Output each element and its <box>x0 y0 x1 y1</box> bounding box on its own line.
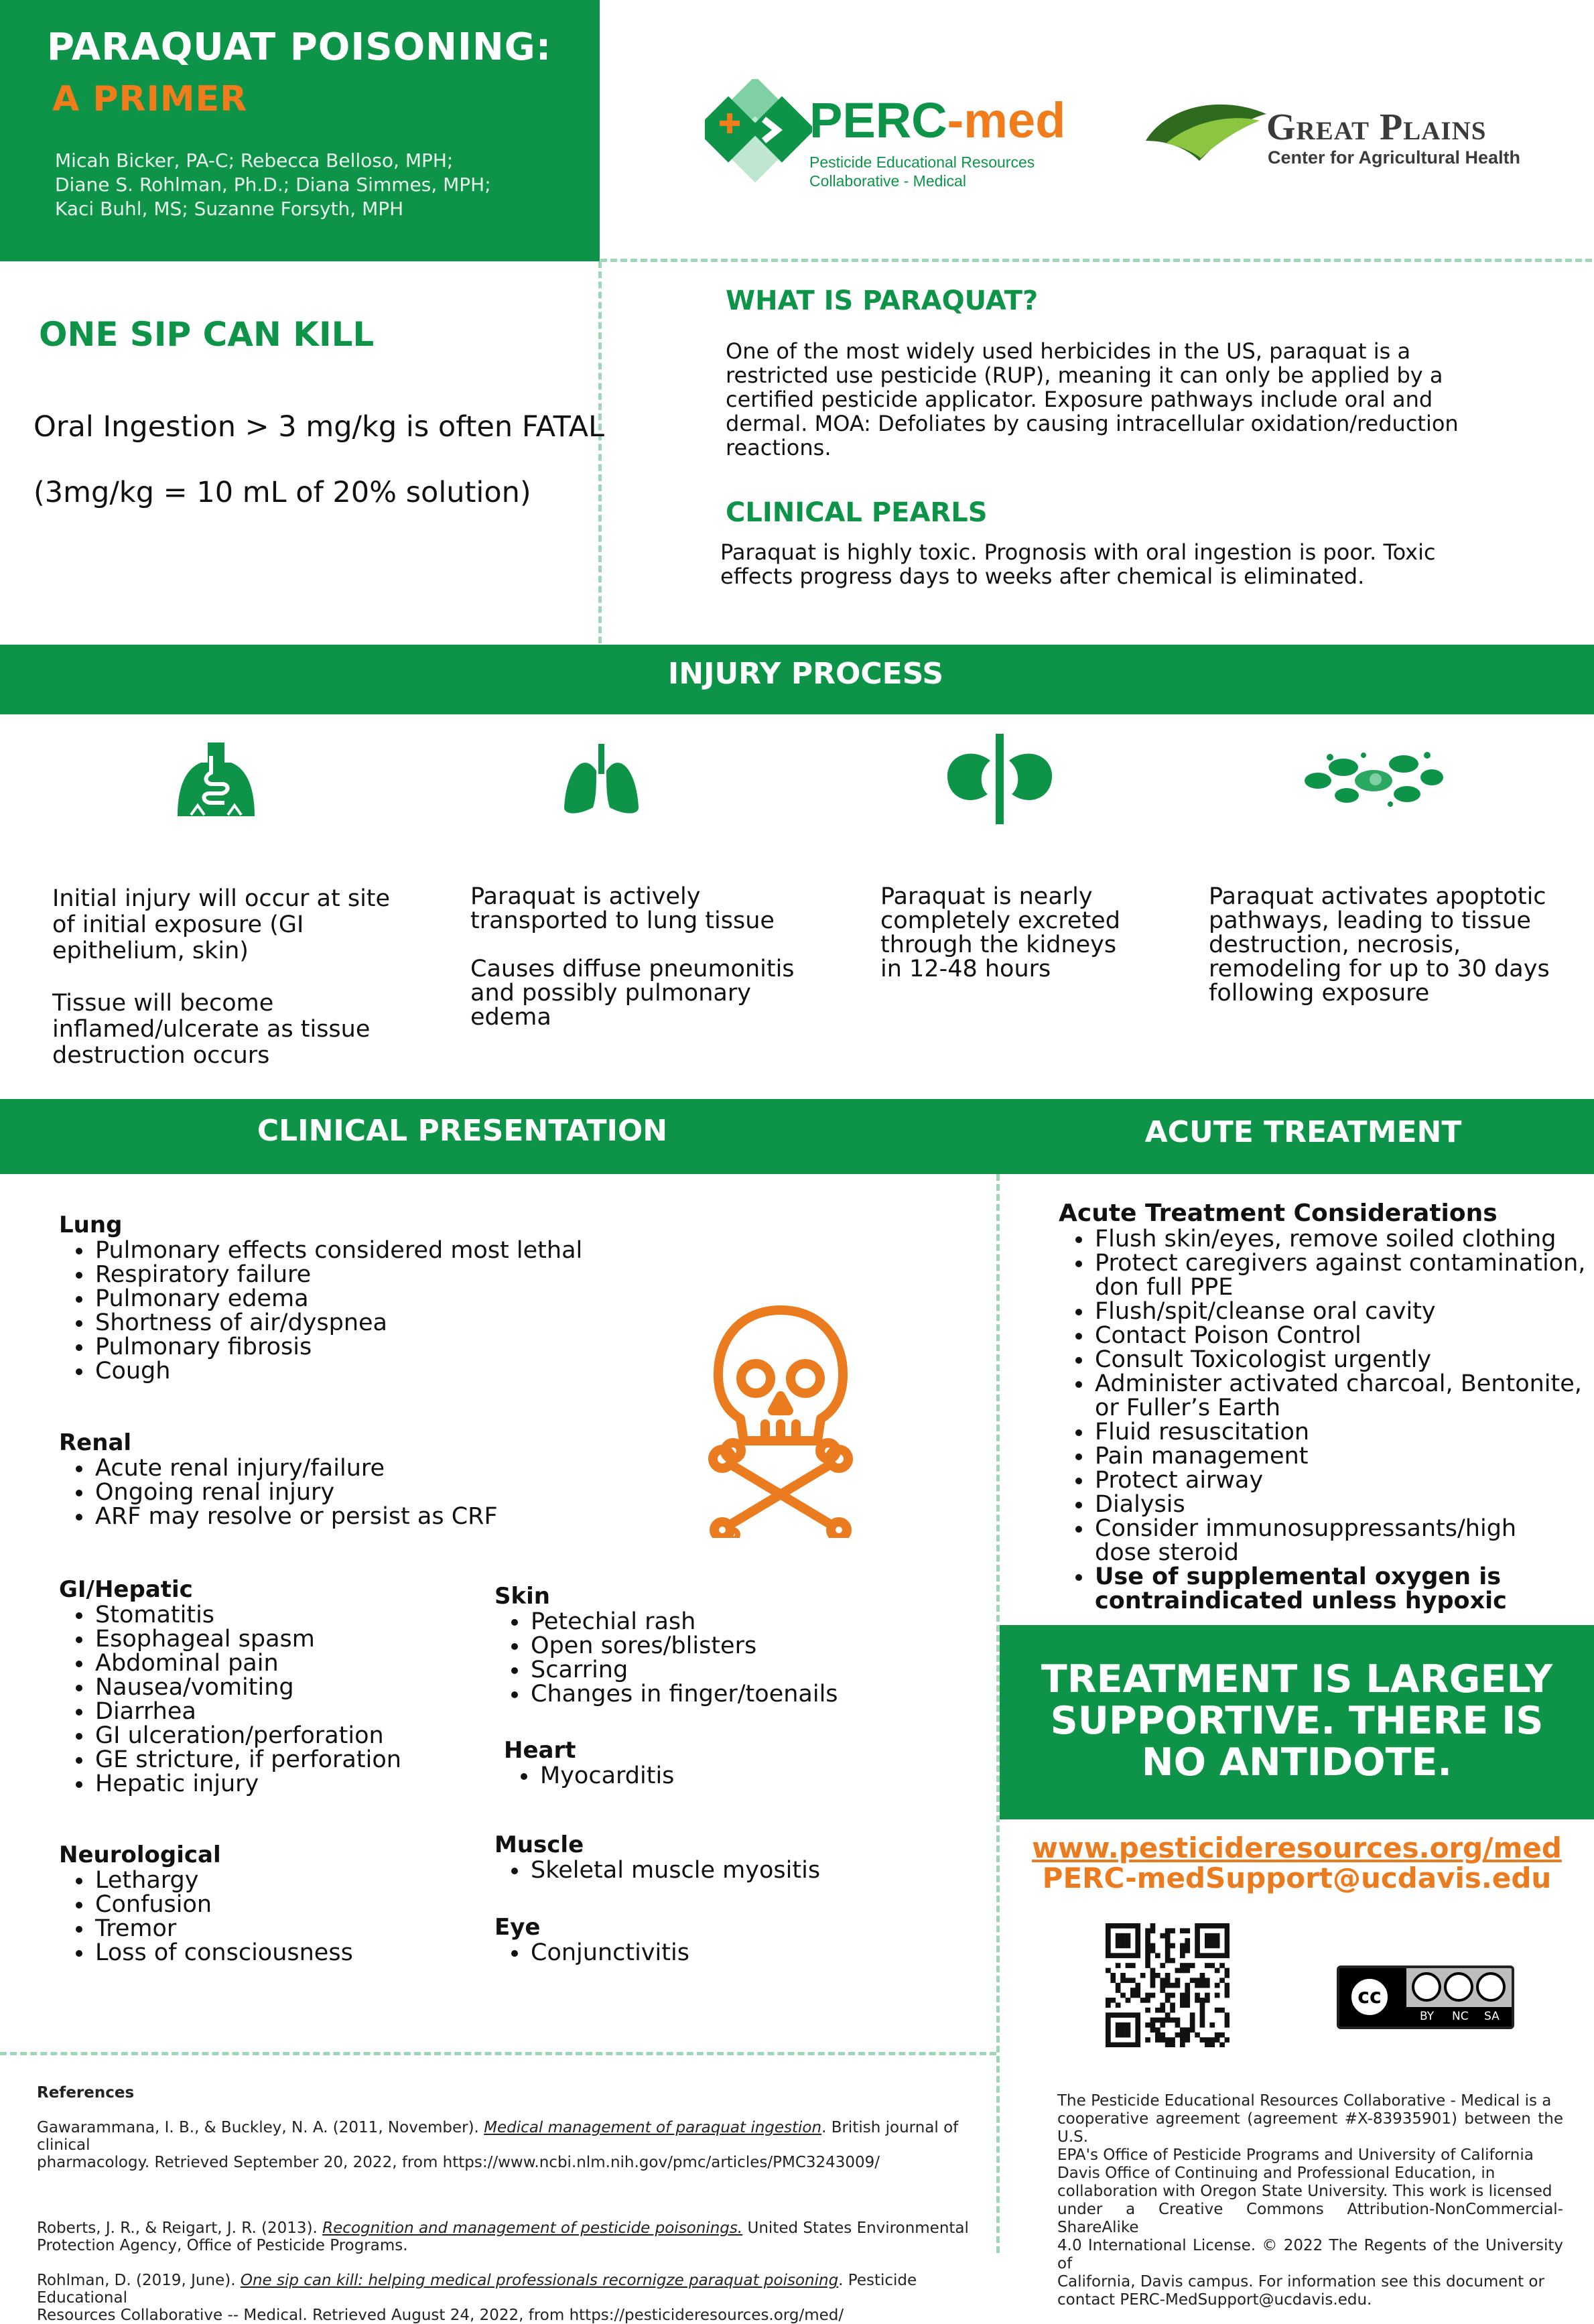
acute-item: • Fluid resuscitation <box>1093 1420 1588 1444</box>
pearls-heading: CLINICAL PEARLS <box>726 497 988 528</box>
percmed-logo-icon <box>705 79 812 186</box>
acute-item: • Flush/spit/cleanse oral cavity <box>1093 1299 1588 1324</box>
pearls-text: Paraquat is highly toxic. Prognosis with oral ingestion is poor. Toxic effects progress days to weeks after chemical is eliminated. <box>720 539 1436 589</box>
renal-section: Renal • Acute renal injury/failure • Ongoing renal injury • ARF may resolve or persist as CRF <box>59 1429 498 1529</box>
sip-line: Oral Ingestion > 3 mg/kg is often FATAL <box>34 410 604 444</box>
author-line: Micah Bicker, PA-C; Rebecca Belloso, MPH; <box>55 149 454 172</box>
what-text: One of the most widely used herbicides in the US, paraquat is a restricted use pesticide (RUP), meaning it can only be applied by a certified pesticide applicator. Exposure pathways include oral and dermal. MOA: Defoliates by causing intracellular oxidation/reduction reactions. <box>726 338 1459 460</box>
reference-link[interactable]: Medical management of paraquat ingestion <box>484 2119 822 2136</box>
injury-step-3: Paraquat is nearly completely excreted through the kidneys in 12-48 hours <box>880 883 1120 982</box>
acute-item: • Pain management <box>1093 1444 1588 1468</box>
acute-item: • Protect caregivers against contamination, don full PPE <box>1093 1251 1588 1299</box>
percmed-logo-subtitle: Pesticide Educational Resources Collaborative - Medical <box>809 153 1035 190</box>
lung-section: Lung • Pulmonary effects considered most lethal • Respiratory failure • Pulmonary edema • Shortness of air/dyspnea • Pulmonary fibrosis • Cough <box>59 1212 582 1383</box>
page-subtitle: A PRIMER <box>52 79 248 119</box>
sip-heading: ONE SIP CAN KILL <box>39 315 375 354</box>
cc-license-badge[interactable]: cc BY NC SA <box>1337 1965 1514 2029</box>
no-antidote-text: TREATMENT IS LARGELY SUPPORTIVE. THERE IS NO ANTIDOTE. <box>1041 1657 1553 1785</box>
acute-item: • Flush skin/eyes, remove soiled clothing <box>1093 1227 1588 1251</box>
acute-list-section: Acute Treatment Considerations • Flush skin/eyes, remove soiled clothing • Protect caregivers against contamination, don full PPE • Flush/spit/cleanse oral cavity • Contact Poison Control • Consult Toxicologist urgently • Administer activated charcoal, Bentonite, or Fuller’s Earth • Fluid resuscitation • Pain management • Protect airway • Dialysis • Consider immunosuppressants/high dose steroid • Use of supplemental oxygen is contraindicated unless hypoxic <box>1059 1200 1588 1613</box>
injury-heading: INJURY PROCESS <box>667 657 944 691</box>
cells-icon <box>1303 747 1444 808</box>
kidneys-icon <box>946 734 1053 824</box>
gi-section: GI/Hepatic • Stomatitis • Esophageal spasm • Abdominal pain • Nausea/vomiting • Diarrhea • GI ulceration/perforation • GE stricture, if perforation • Hepatic injury <box>59 1576 401 1796</box>
author-line: Diane S. Rohlman, Ph.D.; Diana Simmes, MPH; <box>55 174 491 196</box>
great-plains-logo-text: Great Plains <box>1266 107 1487 148</box>
acute-heading: ACUTE TREATMENT <box>1144 1115 1462 1149</box>
skin-section: Skin • Petechial rash • Open sores/blisters • Scarring • Changes in finger/toenails <box>494 1583 838 1706</box>
eye-section: Eye • Conjunctivitis <box>494 1914 689 1965</box>
divider <box>600 259 1592 262</box>
percmed-logo-text: PERC-med <box>809 92 1066 148</box>
reference-link[interactable]: Recognition and management of pesticide poisonings. <box>322 2219 743 2237</box>
acute-item-warning: • Use of supplemental oxygen is contraindicated unless hypoxic <box>1093 1565 1588 1613</box>
lungs-icon <box>563 744 640 818</box>
acute-item: • Protect airway <box>1093 1468 1588 1492</box>
support-email-link[interactable]: PERC-medSupport@ucdavis.edu <box>1042 1862 1552 1894</box>
noncommercial-icon <box>1444 1972 1473 2002</box>
sharealike-icon <box>1476 1972 1506 2002</box>
divider <box>0 2052 996 2055</box>
acute-item: • Administer activated charcoal, Bentonite, or Fuller’s Earth <box>1093 1372 1588 1420</box>
leaf-logo-icon <box>1139 94 1273 174</box>
neuro-section: Neurological • Lethargy • Confusion • Tremor • Loss of consciousness <box>59 1842 353 1965</box>
muscle-section: Muscle • Skeletal muscle myositis <box>494 1831 820 1882</box>
acute-item: • Dialysis <box>1093 1492 1588 1516</box>
injury-step-2: Paraquat is actively transported to lung tissue Causes diffuse pneumonitis and possibly pulmonary edema <box>470 883 795 1031</box>
references: References Gawarammana, I. B., & Buckley, N. A. (2011, November). Medical management of paraquat ingestion. British journal of clinical pharmacology. Retrieved September 20, 2022, from https://www.ncbi.nlm.nih.gov/pmc/articles/PMC3243009/ Roberts, J. R., & Reigart, J. R. (2013). Recognition and management of pesticide poisonings. United States Environmental Protection Agency, Office of Pesticide Programs. Rohlman, D. (2019, June). One sip can kill: helping medical professionals recornigze paraquat poisoning. Pesticide Educational Resources Collaborative -- Medical. Retrieved August 24, 2022, from https://pesticideresources.org/med/ <box>37 2084 969 2324</box>
heart-section: Heart • Myocarditis <box>504 1737 674 1788</box>
injury-step-1: Initial injury will occur at site of initial exposure (GI epithelium, skin) Tissue will become inflamed/ulcerate as tissue destruction occurs <box>52 885 391 1069</box>
skull-crossbones-icon <box>704 1303 858 1538</box>
clinical-heading: CLINICAL PRESENTATION <box>257 1114 668 1148</box>
page-title: PARAQUAT POISONING: <box>47 25 552 69</box>
digestive-system-icon <box>171 743 261 816</box>
attribution-icon <box>1412 1972 1441 2002</box>
acute-item: • Consult Toxicologist urgently <box>1093 1348 1588 1372</box>
acute-item: • Contact Poison Control <box>1093 1324 1588 1348</box>
sip-line: (3mg/kg = 10 mL of 20% solution) <box>34 476 531 509</box>
website-link[interactable]: www.pesticideresources.org/med <box>1032 1831 1562 1864</box>
author-line: Kaci Buhl, MS; Suzanne Forsyth, MPH <box>55 198 404 220</box>
cc-icon: cc <box>1349 1976 1390 2018</box>
reference-link[interactable]: One sip can kill: helping medical professionals recornigze paraquat poisoning <box>240 2272 839 2289</box>
injury-step-4: Paraquat activates apoptotic pathways, leading to tissue destruction, necrosis, remodeling for up to 30 days following exposure <box>1209 883 1550 1007</box>
qr-code[interactable] <box>1106 1923 1230 2047</box>
what-heading: WHAT IS PARAQUAT? <box>726 285 1039 316</box>
great-plains-logo-subtitle: Center for Agricultural Health <box>1268 147 1521 168</box>
acute-item: • Consider immunosuppressants/high dose steroid <box>1093 1516 1588 1565</box>
divider <box>598 261 602 643</box>
footer-note: The Pesticide Educational Resources Collaborative - Medical is a cooperative agreement (agreement #X-83935901) between the U.S. EPA's Office of Pesticide Programs and University of California Davis Office of Continuing and Professional Education, in collaboration with Oregon State University. This work is licensed under a Creative Commons Attribution-NonCommercial-ShareAlike 4.0 International License. © 2022 The Regents of the University of California, Davis campus. For information see this document or contact PERC-MedSupport@ucdavis.edu. <box>1057 2092 1563 2309</box>
